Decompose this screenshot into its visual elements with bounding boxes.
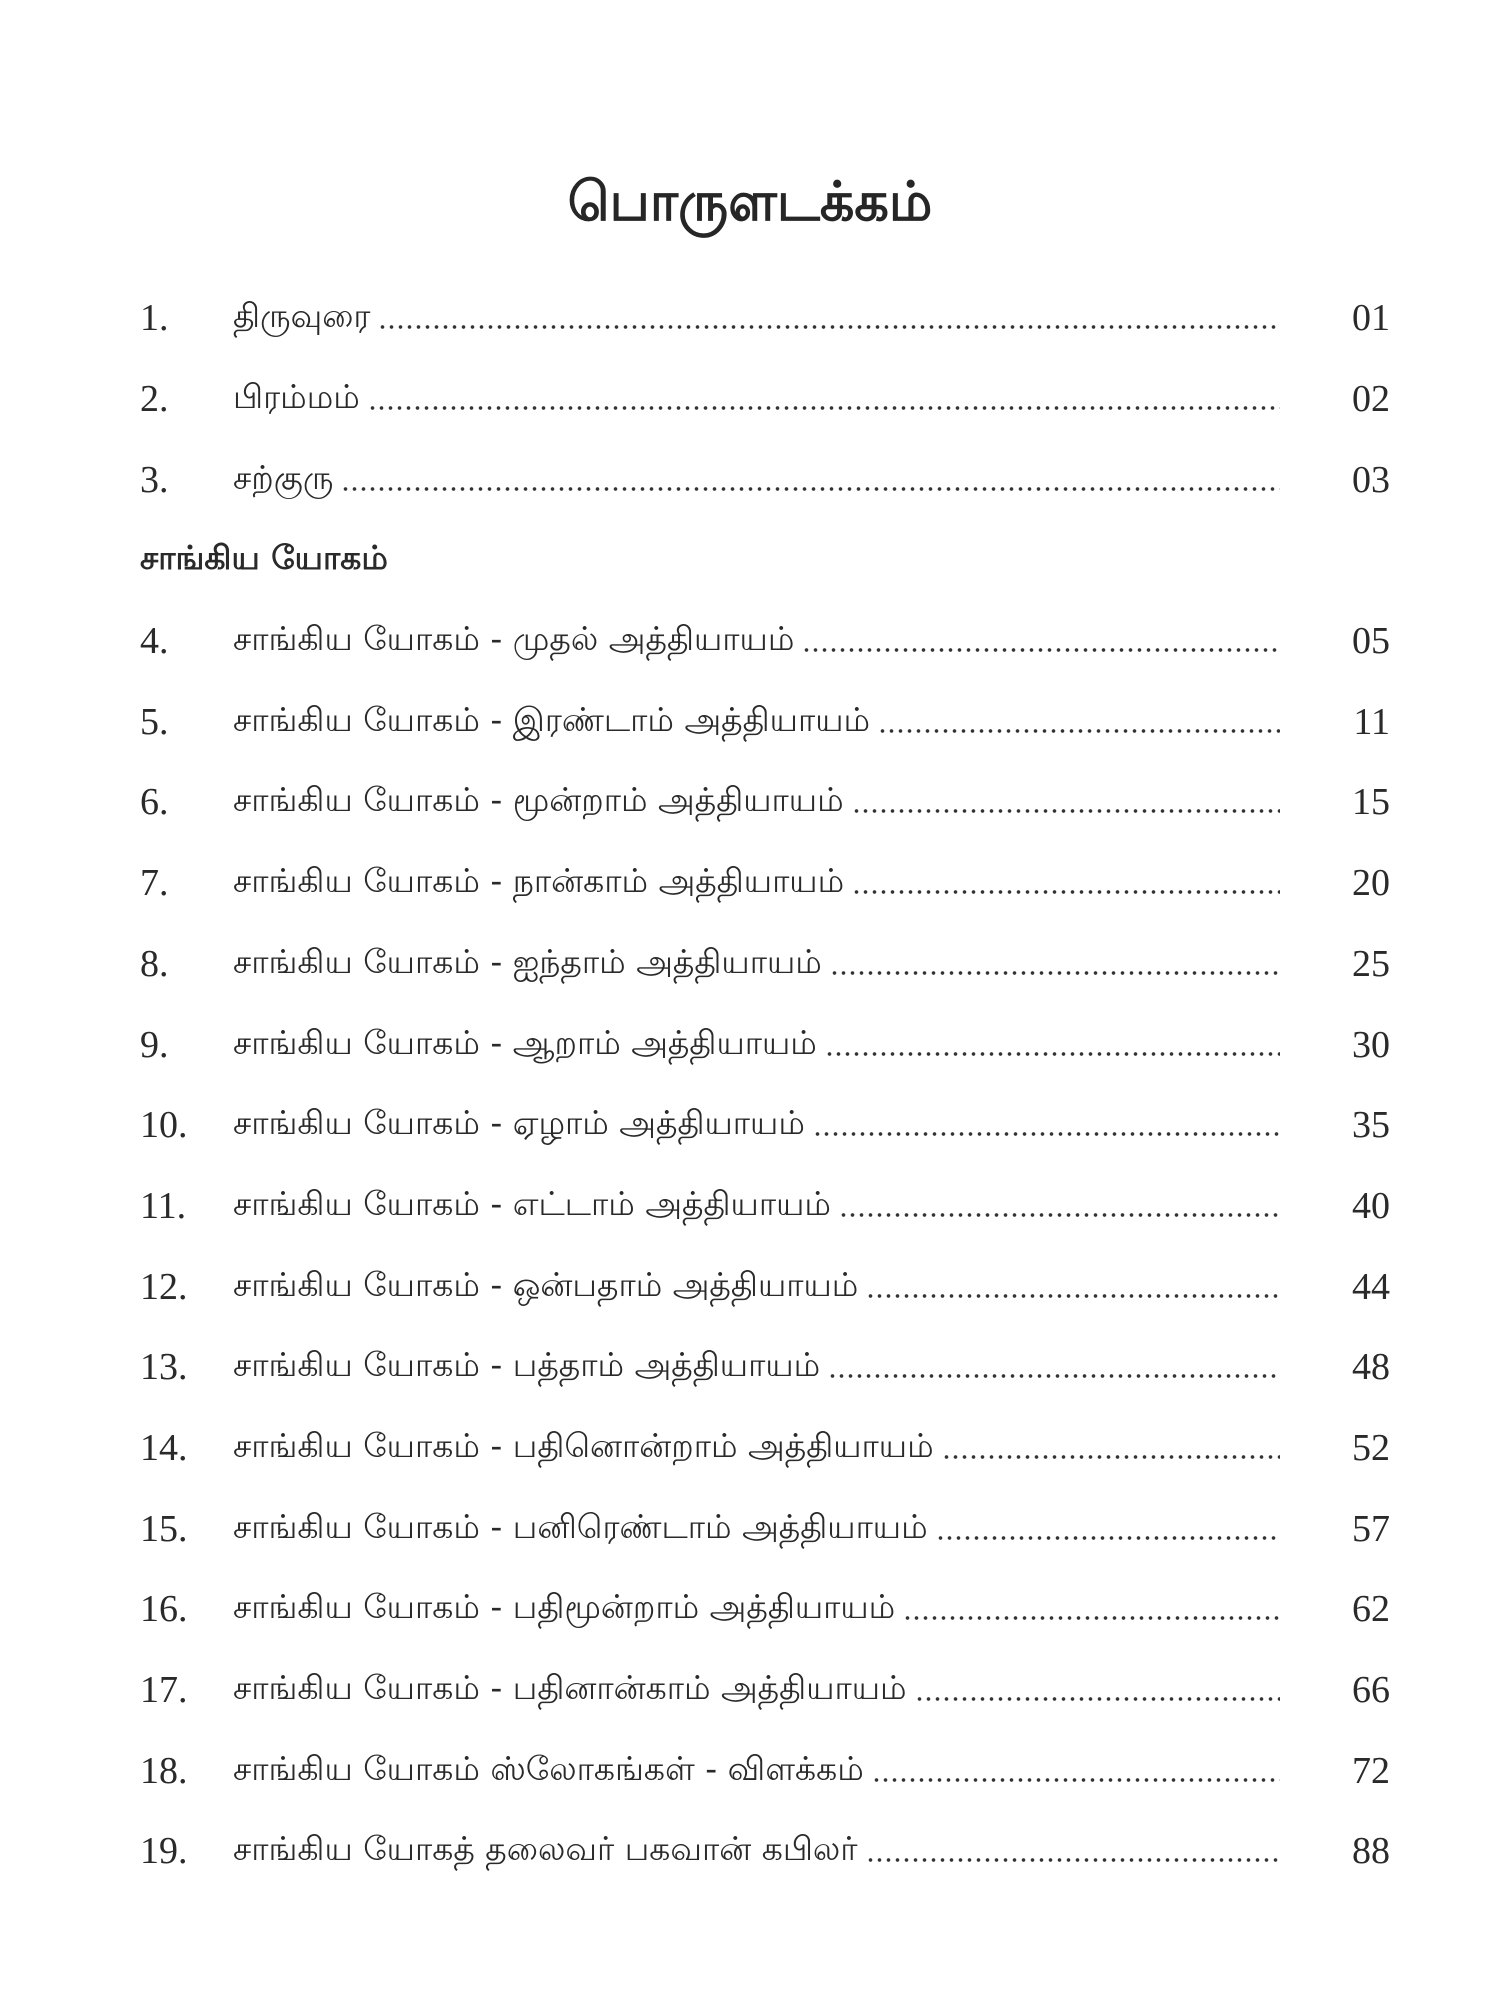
toc-entry-page: 66 <box>1352 1669 1390 1712</box>
toc-entry-page: 57 <box>1352 1507 1390 1550</box>
toc-entry-page: 20 <box>1352 862 1390 905</box>
toc-entry-page: 01 <box>1352 297 1390 340</box>
dot-leader <box>866 1293 1280 1299</box>
toc-entry-number: 17. <box>140 1669 188 1712</box>
toc-entry[interactable] <box>140 924 1390 1005</box>
toc-entry-number: 3. <box>140 458 169 501</box>
toc-entry[interactable] <box>140 1004 1390 1085</box>
toc-entry-number: 14. <box>140 1426 188 1469</box>
dot-leader <box>825 1051 1280 1057</box>
toc-entry-title: சாங்கிய யோகம் - முதல் அத்தியாயம் <box>233 619 795 659</box>
toc-entry-number: 2. <box>140 378 169 421</box>
toc-entry-number: 6. <box>140 781 169 824</box>
toc-entry-title: சாங்கிய யோகம் - பதிமூன்றாம் அத்தியாயம் <box>233 1587 896 1627</box>
dot-leader <box>903 1615 1280 1621</box>
toc-entry-title: சாங்கிய யோகம் ஸ்லோகங்கள் - விளக்கம் <box>233 1748 864 1788</box>
toc-entry-number: 4. <box>140 620 169 663</box>
toc-entry-title: சாங்கிய யோகம் - பனிரெண்டாம் அத்தியாயம் <box>233 1506 928 1546</box>
toc-entry[interactable] <box>140 1408 1390 1489</box>
section-heading: சாங்கிய யோகம் <box>140 538 388 578</box>
toc-entry[interactable] <box>140 278 1390 359</box>
dot-leader <box>802 647 1280 653</box>
toc-entry[interactable] <box>140 1811 1390 1892</box>
toc-entry-page: 40 <box>1352 1184 1390 1227</box>
toc-entry-title: சாங்கிய யோகம் - ஏழாம் அத்தியாயம் <box>233 1103 805 1143</box>
dot-leader <box>830 970 1280 976</box>
toc-entry-number: 8. <box>140 942 169 985</box>
toc-entry[interactable] <box>140 681 1390 762</box>
toc-entry[interactable] <box>140 359 1390 440</box>
dot-leader <box>852 889 1280 895</box>
toc-entry-number: 18. <box>140 1749 188 1792</box>
toc-entry[interactable] <box>140 1085 1390 1166</box>
toc-entry[interactable] <box>140 1569 1390 1650</box>
dot-leader <box>828 1373 1280 1379</box>
toc-entry-page: 35 <box>1352 1104 1390 1147</box>
toc-entry-page: 30 <box>1352 1023 1390 1066</box>
dot-leader <box>813 1131 1280 1137</box>
toc-entry[interactable] <box>140 1650 1390 1731</box>
toc-entry-title: சாங்கிய யோகம் - பதினான்காம் அத்தியாயம் <box>233 1668 907 1708</box>
toc-entry[interactable] <box>140 843 1390 924</box>
toc-entry-number: 10. <box>140 1104 188 1147</box>
toc-entry-page: 62 <box>1352 1588 1390 1631</box>
toc-entry[interactable] <box>140 601 1390 682</box>
toc-entry-number: 7. <box>140 862 169 905</box>
toc-entry-title: சாங்கிய யோகம் - இரண்டாம் அத்தியாயம் <box>233 699 871 739</box>
toc-entry-page: 11 <box>1353 700 1390 743</box>
toc-entry-title: திருவுரை <box>233 296 371 336</box>
toc-entry-number: 13. <box>140 1346 188 1389</box>
dot-leader <box>368 405 1280 411</box>
toc-entry-number: 9. <box>140 1023 169 1066</box>
toc-entry-page: 48 <box>1352 1346 1390 1389</box>
dot-leader <box>872 1777 1280 1783</box>
toc-entry-title: சாங்கிய யோகம் - பத்தாம் அத்தியாயம் <box>233 1345 821 1385</box>
toc-entry-title: சாங்கிய யோகம் - ஐந்தாம் அத்தியாயம் <box>233 941 822 981</box>
toc-entry-number: 11. <box>140 1184 187 1227</box>
dot-leader <box>852 808 1280 814</box>
toc-entry-number: 1. <box>140 297 169 340</box>
toc-entry[interactable] <box>140 762 1390 843</box>
toc-entry-title: சாங்கிய யோகம் - ஆறாம் அத்தியாயம் <box>233 1022 817 1062</box>
toc-entry-page: 88 <box>1352 1830 1390 1873</box>
dot-leader <box>915 1696 1280 1702</box>
toc-entry-title: பிரம்மம் <box>233 377 360 417</box>
toc-entry-page: 15 <box>1352 781 1390 824</box>
toc-entry-page: 44 <box>1352 1265 1390 1308</box>
toc-entry[interactable] <box>140 1246 1390 1327</box>
toc-entry-title: சாங்கிய யோகம் - ஒன்பதாம் அத்தியாயம் <box>233 1264 859 1304</box>
toc-entry-number: 19. <box>140 1830 188 1873</box>
toc-entry-title: சாங்கிய யோகம் - எட்டாம் அத்தியாயம் <box>233 1183 831 1223</box>
toc-entry[interactable] <box>140 1327 1390 1408</box>
toc-entry-title: சாங்கிய யோகத் தலைவர் பகவான் கபிலர் <box>233 1829 858 1869</box>
toc-entry[interactable] <box>140 1730 1390 1811</box>
toc-entry-page: 52 <box>1352 1426 1390 1469</box>
page-title: பொருளடக்கம் <box>567 170 933 233</box>
toc-entry-page: 03 <box>1352 458 1390 501</box>
dot-leader <box>942 1454 1280 1460</box>
toc-entry-page: 25 <box>1352 942 1390 985</box>
toc-entry[interactable] <box>140 1166 1390 1247</box>
dot-leader <box>878 728 1280 734</box>
dot-leader <box>866 1857 1280 1863</box>
dot-leader <box>936 1535 1280 1541</box>
toc-entry-title: சாங்கிய யோகம் - பதினொன்றாம் அத்தியாயம் <box>233 1425 934 1465</box>
dot-leader <box>341 486 1280 492</box>
dot-leader <box>378 324 1280 330</box>
toc-entry-page: 02 <box>1352 378 1390 421</box>
toc-entry-number: 5. <box>140 700 169 743</box>
toc-entry-page: 05 <box>1352 620 1390 663</box>
toc-entry-title: சாங்கிய யோகம் - மூன்றாம் அத்தியாயம் <box>233 780 844 820</box>
toc-entry-title: சாங்கிய யோகம் - நான்காம் அத்தியாயம் <box>233 861 845 901</box>
toc-entry-number: 12. <box>140 1265 188 1308</box>
table-of-contents <box>140 278 1390 1892</box>
dot-leader <box>839 1212 1280 1218</box>
toc-entry-number: 16. <box>140 1588 188 1631</box>
toc-entry-title: சற்குரு <box>233 457 334 497</box>
toc-entry-page: 72 <box>1352 1749 1390 1792</box>
toc-entry-number: 15. <box>140 1507 188 1550</box>
toc-entry[interactable] <box>140 1488 1390 1569</box>
toc-entry[interactable] <box>140 439 1390 520</box>
